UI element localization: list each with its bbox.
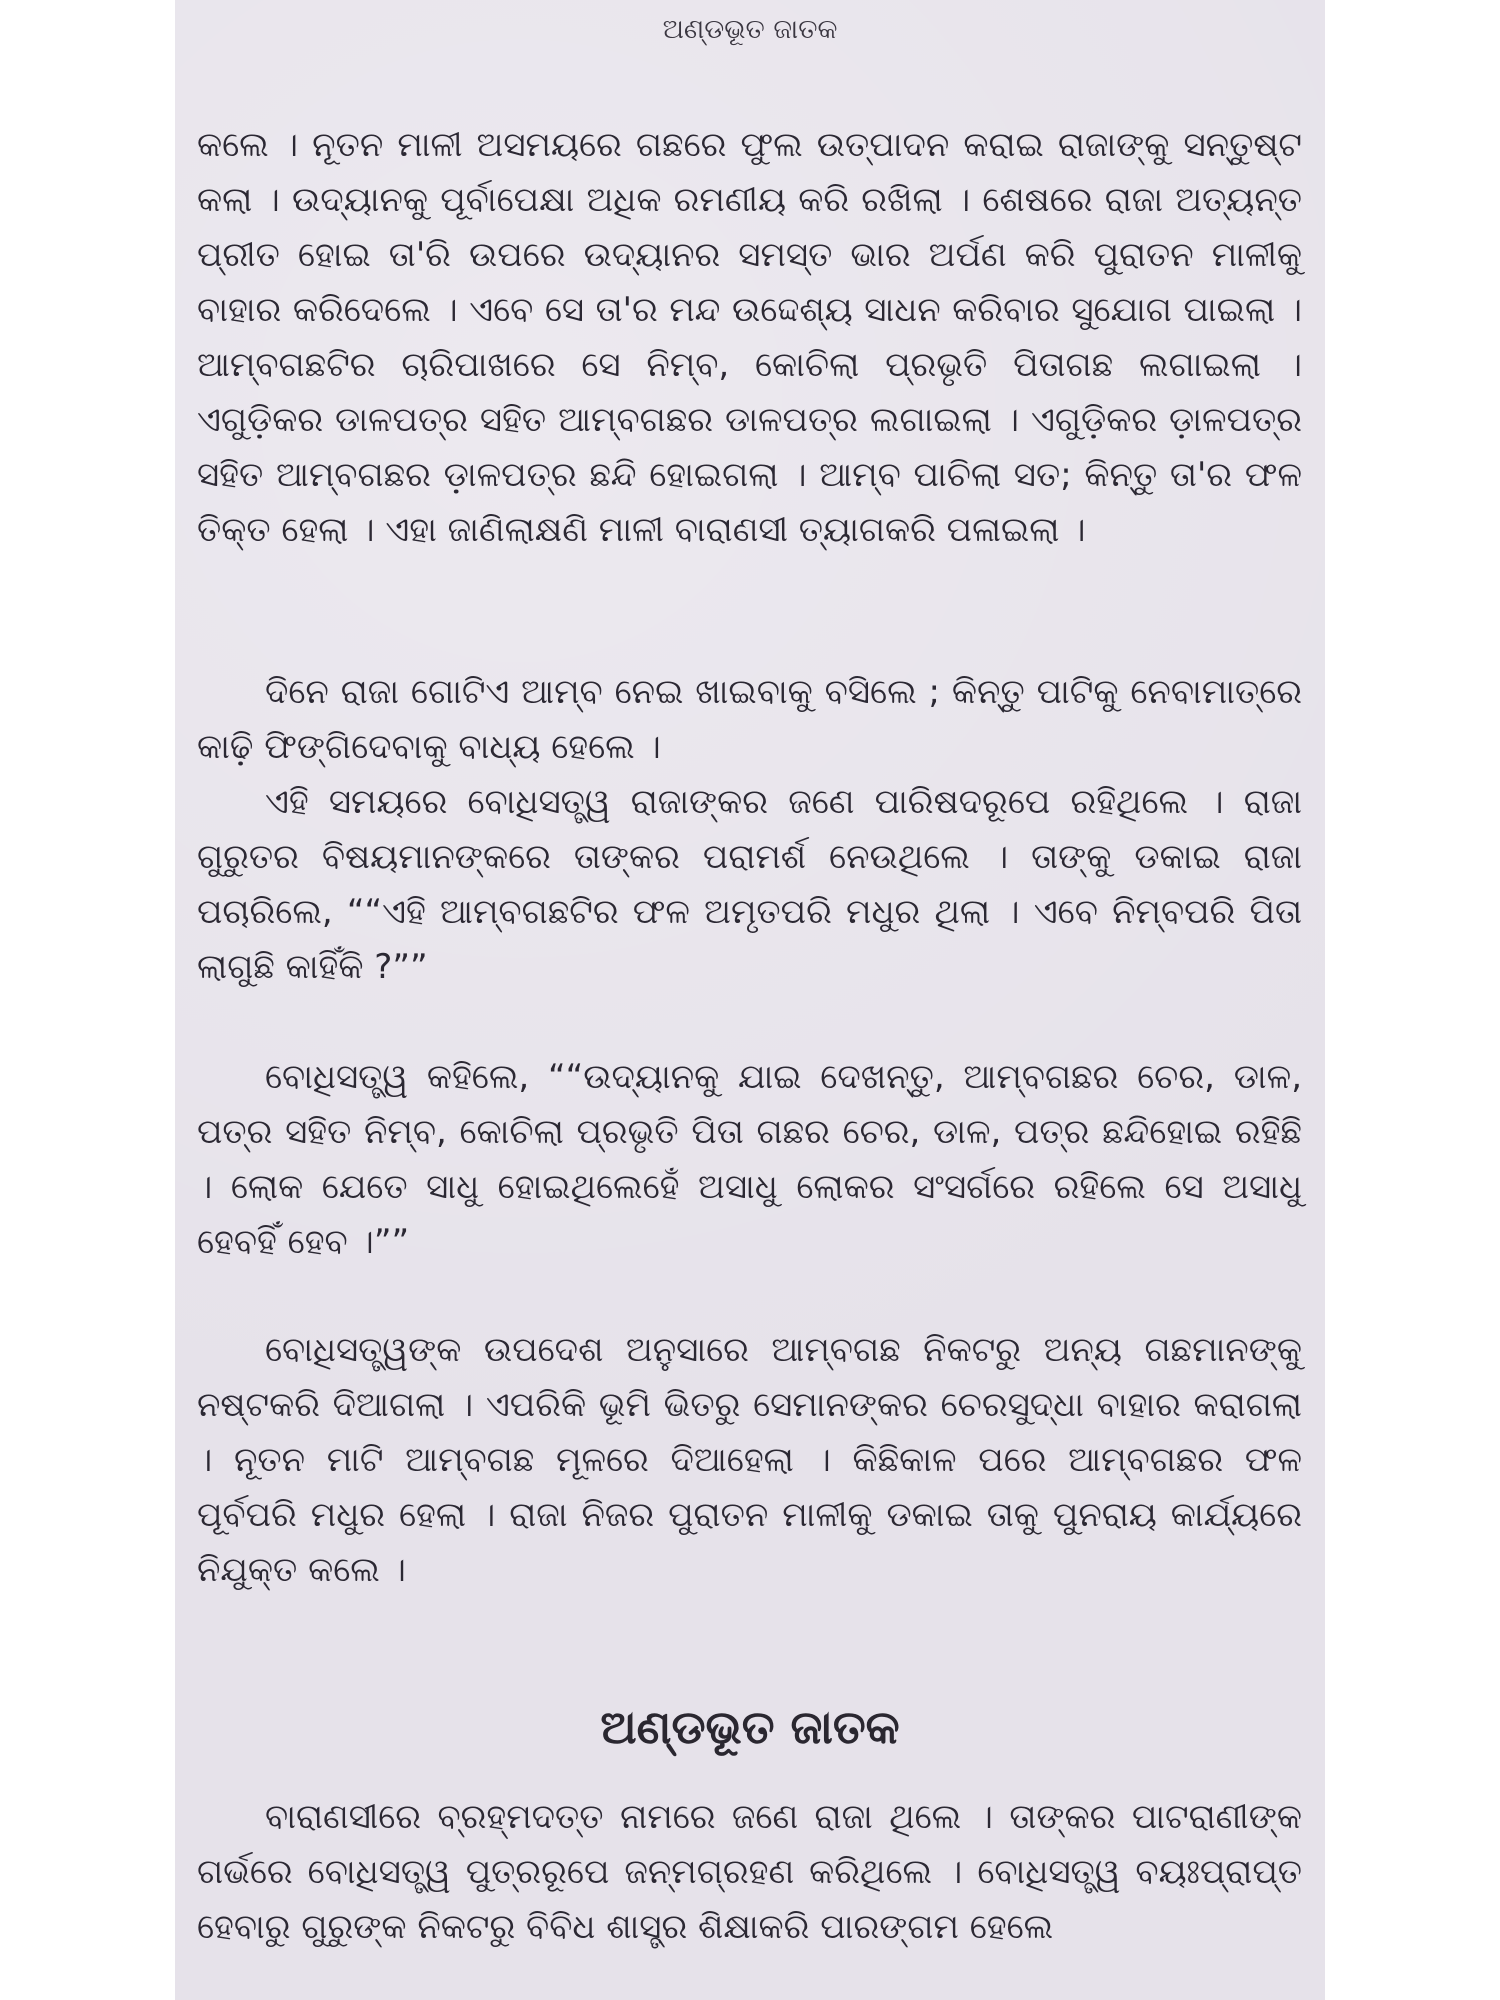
book-page bbox=[175, 0, 1325, 2000]
paragraph-1: କଲେ । ନୂତନ ମାଳୀ ଅସମୟରେ ଗଛରେ ଫୁଲ ଉତ୍ପାଦନ କରାଇ ରାଜାଙ୍କୁ ସନ୍ତୁଷ୍ଟ କଲା । ଉଦ୍ୟାନକୁ ପୂର୍ବାପେକ୍ଷା ଅଧିକ ରମଣୀୟ କରି ରଖିଲା । ଶେଷରେ ରାଜା ଅତ୍ୟନ୍ତ ପ୍ରୀତ ହୋଇ ତା'ରି ଉପରେ ଉଦ୍ୟାନର ସମସ୍ତ ଭାର ଅର୍ପଣ କରି ପୁରାତନ ମାଳୀକୁ ବାହାର କରିଦେଲେ । ଏବେ ସେ ତା'ର ମନ୍ଦ ଉଦ୍ଦେଶ୍ୟ ସାଧନ କରିବାର ସୁଯୋଗ ପାଇଲା । ଆମ୍ବଗଛଟିର ଚାରିପାଖରେ ସେ ନିମ୍ବ, କୋଚିଲା ପ୍ରଭୃତି ପିତାଗଛ ଲଗାଇଲା । ଏଗୁଡ଼ିକର ଡାଳପତ୍ର ସହିତ ଆମ୍ବଗଛର ଡାଳପତ୍ର ଲଗାଇଲା । ଏଗୁଡ଼ିକର ଡ଼ାଳପତ୍ର ସହିତ ଆମ୍ବଗଛର ଡ଼ାଳପତ୍ର ଛନ୍ଦି ହୋଇଗଲା । ଆମ୍ବ ପାଚିଲା ସତ; କିନ୍ତୁ ତା'ର ଫଳ ତିକ୍ତ ହେଲା । ଏହା ଜାଣିଲାକ୍ଷଣି ମାଳୀ ବାରାଣସୀ ତ୍ୟାଗକରି ପଳାଇଲା । bbox=[197, 125, 1302, 550]
section-paragraph: ବାରାଣସୀରେ ବ୍ରହ୍ମଦତ୍ତ ନାମରେ ଜଣେ ରାଜା ଥିଲେ । ତାଙ୍କର ପାଟରାଣୀଙ୍କ ଗର୍ଭରେ ବୋଧିସତ୍ତ୍ୱ ପୁତ୍ରରୂପେ ଜନ୍ମଗ୍ରହଣ କରିଥିଲେ । ବୋଧିସତ୍ତ୍ୱ ବୟଃପ୍ରାପ୍ତ ହେବାରୁ ଗୁରୁଙ୍କ ନିକଟରୁ ବିବିଧ ଶାସ୍ତ୍ର ଶିକ୍ଷାକରି ପାରଙ୍ଗମ ହେଲେ bbox=[197, 1797, 1302, 1947]
paragraph-5: ବୋଧିସତ୍ତ୍ୱଙ୍କ ଉପଦେଶ ଅନୁସାରେ ଆମ୍ବଗଛ ନିକଟରୁ ଅନ୍ୟ ଗଛମାନଙ୍କୁ ନଷ୍ଟକରି ଦିଆଗଲା । ଏପରିକି ଭୂମି ଭିତରୁ ସେମାନଙ୍କର ଚେରସୁଦ୍ଧା ବାହାର କରାଗଲା । ନୂତନ ମାଟି ଆମ୍ବଗଛ ମୂଳରେ ଦିଆହେଲା । କିଛିକାଳ ପରେ ଆମ୍ବଗଛର ଫଳ ପୂର୍ବପରି ମଧୁର ହେଲା । ରାଜା ନିଜର ପୁରାତନ ମାଳୀକୁ ଡକାଇ ତାକୁ ପୁନରାୟ କାର୍ଯ୍ୟରେ ନିଯୁକ୍ତ କଲେ । bbox=[197, 1330, 1302, 1590]
paragraph-4: ବୋଧିସତ୍ତ୍ୱ କହିଲେ, ““ଉଦ୍ୟାନକୁ ଯାଇ ଦେଖନ୍ତୁ, ଆମ୍ବଗଛର ଚେର, ଡାଳ, ପତ୍ର ସହିତ ନିମ୍ବ, କୋଚିଲା ପ୍ରଭୃତି ପିତା ଗଛର ଚେର, ଡାଳ, ପତ୍ର ଛନ୍ଦିହୋଇ ରହିଛି । ଲୋକ ଯେତେ ସାଧୁ ହୋଇଥିଲେହେଁ ଅସାଧୁ ଲୋକର ସଂସର୍ଗରେ ରହିଲେ ସେ ଅସାଧୁ ହେବହିଁ ହେବ ।”” bbox=[197, 1057, 1302, 1262]
section-title: ଅଣ୍ଡଭୂତ ଜାତକ bbox=[600, 1700, 900, 1754]
running-head: ଅଣ୍ଡଭୂତ ଜାତକ bbox=[662, 14, 838, 45]
paragraph-3: ଏହି ସମୟରେ ବୋଧିସତ୍ତ୍ୱ ରାଜାଙ୍କର ଜଣେ ପାରିଷଦରୂପେ ରହିଥିଲେ । ରାଜା ଗୁରୁତର ବିଷୟମାନଙ୍କରେ ତାଙ୍କର ପରାମର୍ଶ ନେଉଥିଲେ । ତାଙ୍କୁ ଡକାଇ ରାଜା ପଚାରିଲେ, ““ଏହି ଆମ୍ବଗଛଟିର ଫଳ ଅମୃତପରି ମଧୁର ଥିଲା । ଏବେ ନିମ୍ବପରି ପିତା ଲାଗୁଛି କାହିଁକି ?”” bbox=[197, 782, 1302, 987]
paragraph-2: ଦିନେ ରାଜା ଗୋଟିଏ ଆମ୍ବ ନେଇ ଖାଇବାକୁ ବସିଲେ ; କିନ୍ତୁ ପାଟିକୁ ନେବାମାତ୍ରେ କାଢ଼ି ଫିଙ୍ଗିଦେବାକୁ ବାଧ୍ୟ ହେଲେ । bbox=[197, 672, 1302, 767]
